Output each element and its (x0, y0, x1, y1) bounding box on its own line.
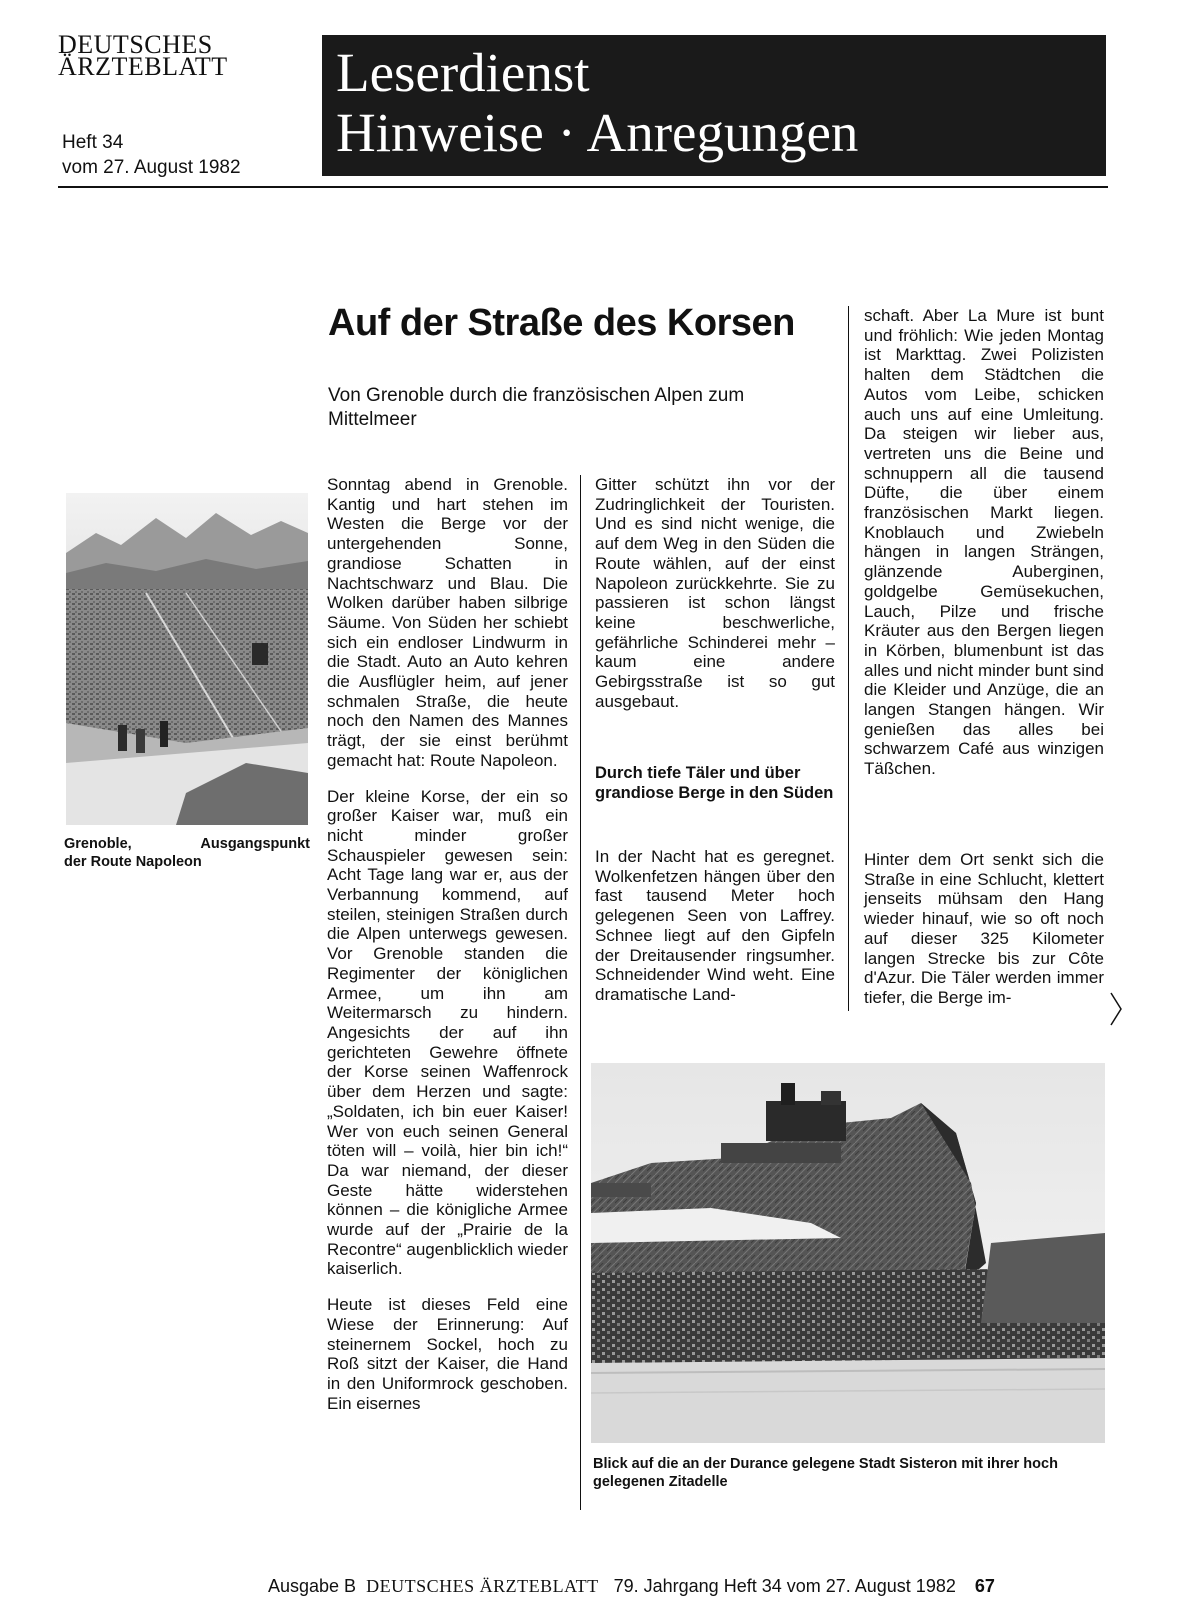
issue-number: Heft 34 (62, 132, 124, 153)
article-column-3b (864, 850, 1104, 1024)
photo-sisteron-caption: Blick auf die an der Durance gelegene Stadt Sisteron mit ihrer hoch gelegenen Zitadelle (593, 1456, 1058, 1490)
page-number: 67 (974, 1576, 995, 1596)
photo-grenoble (66, 493, 308, 825)
issue-date: vom 27. August 1982 (62, 157, 241, 178)
issue-info (62, 130, 241, 180)
paragraph: schaft. Aber La Mure ist bunt und fröhlich: Wie jeden Montag ist Markttag. Zwei Polizisten halten dem Städtchen die Autos vom Leibe, schicken auch uns auf eine Umleitung. Da steigen wir lieber aus, vertreten uns die Beine und schnuppern all die tausend Düfte, die über einem französischen Markt liegen. Knoblauch und Zwiebeln hängen in langen Strängen, glänzende Auberginen, goldgelbe Gemüsekuchen, Lauch, Pilze und frische Kräuter aus den Bergen liegen in Körben, blumenbunt ist das alles und nicht minder bunt sind die Kleider und Anzüge, die an langen Stangen hängen. Wir genießen das alles bei schwarzem Café aus winzigen Täßchen. (864, 306, 1104, 779)
banner-line1: Leserdienst (336, 42, 590, 103)
paragraph: In der Nacht hat es geregnet. Wolkenfetzen hängen über den fast tausend Meter hoch gelegenen Seen von Laffrey. Schnee liegt auf den Gipfeln der Dreitausender ringsumher. Schneidender Wind weht. Eine dramatische Land- (595, 847, 835, 1004)
photo-sisteron (591, 1063, 1105, 1443)
article-subtitle: Von Grenoble durch die französischen Alpen zum Mittelmeer (328, 385, 745, 430)
footer-volume: 79. Jahrgang Heft 34 vom 27. August 1982 (613, 1576, 956, 1596)
paragraph: Heute ist dieses Feld eine Wiese der Erinnerung: Auf steinernem Sockel, hoch zu Roß sitzt der Kaiser, die Hand in den Uniformrock geschoben. Ein eisernes (327, 1295, 568, 1413)
paragraph: Sonntag abend in Grenoble. Kantig und hart stehen im Westen die Berge vor der untergehenden Sonne, grandiose Schatten in Nachtschwarz und Blau. Die Wolken darüber haben silbrige Säume. Von Süden her schiebt sich ein endloser Lindwurm in die Stadt. Auto an Auto kehren die Ausflügler heim, auf jener schmalen Straße, die heute noch den Namen des Mannes trägt, der sie einst berühmt gemacht hat: Route Napoleon. (327, 475, 568, 770)
caption1-line1: Grenoble, Ausgangspunkt (64, 836, 310, 852)
masthead-line2: ÄRZTEBLATT (58, 52, 228, 81)
page-footer (268, 1576, 1108, 1597)
masthead-line1: DEUTSCHES (58, 30, 213, 59)
article-column-3 (864, 306, 1104, 795)
article-title: Auf der Straße des Korsen (328, 302, 795, 344)
paragraph: Hinter dem Ort senkt sich die Straße in eine Schlucht, klettert jenseits mühsam den Hang wieder hinauf, wie so oft noch auf dieser 325 Kilometer langen Strecke bis zur Côte d'Azur. Die Täler werden immer tiefer, die Berge im- (864, 850, 1104, 1007)
article-column-2b (595, 847, 835, 1021)
article-column-1 (327, 475, 568, 1429)
footer-edition: Ausgabe B (268, 1576, 357, 1596)
column-rule (580, 475, 581, 1510)
continue-arrow-icon (1110, 992, 1122, 1031)
header-rule (58, 186, 1108, 188)
article-column-2 (595, 475, 835, 727)
masthead-logo (58, 30, 308, 81)
section-banner (322, 35, 1106, 176)
photo-grenoble-caption (64, 835, 310, 871)
caption1-line2: der Route Napoleon (64, 854, 202, 870)
paragraph: Der kleine Korse, der ein so großer Kaiser war, muß ein nicht minder großer Schauspieler gewesen sein: Acht Tage lang war er, aus der Verbannung kommend, auf steilen, steinigen Straßen durch die Alpen unterwegs gewesen. Vor Grenoble standen die Regimenter der königlichen Armee, um ihn am Weitermarsch zu hindern. Angesichts der auf ihn gerichteten Gewehre öffnete der Korse seinen Waffenrock über dem Herzen und sagte: „Soldaten, ich bin euer Kaiser! Wer von euch seinen General töten will – voilà, hier bin ich!“ Da war niemand, der dieser Geste hätte widerstehen können – die königliche Armee wurde auf der „Prairie de la Recontre“ augenblicklich wieder kaiserlich. (327, 786, 568, 1279)
footer-journal: DEUTSCHES ÄRZTEBLATT (366, 1576, 599, 1596)
section-subheading: Durch tiefe Täler und über grandiose Berge in den Süden (595, 764, 834, 802)
paragraph: Gitter schützt ihn vor der Zudringlichkeit der Touristen. Und es sind nicht wenige, die auf dem Weg in den Süden die Route wählen, auf der einst Napoleon zurückkehrte. Sie zu passieren ist schon längst keine beschwerliche, gefährliche Schinderei mehr – kaum eine andere Gebirgsstraße ist so gut ausgebaut. (595, 475, 835, 711)
column-rule (848, 306, 849, 1011)
banner-line2: Hinweise · Anregungen (336, 102, 859, 163)
